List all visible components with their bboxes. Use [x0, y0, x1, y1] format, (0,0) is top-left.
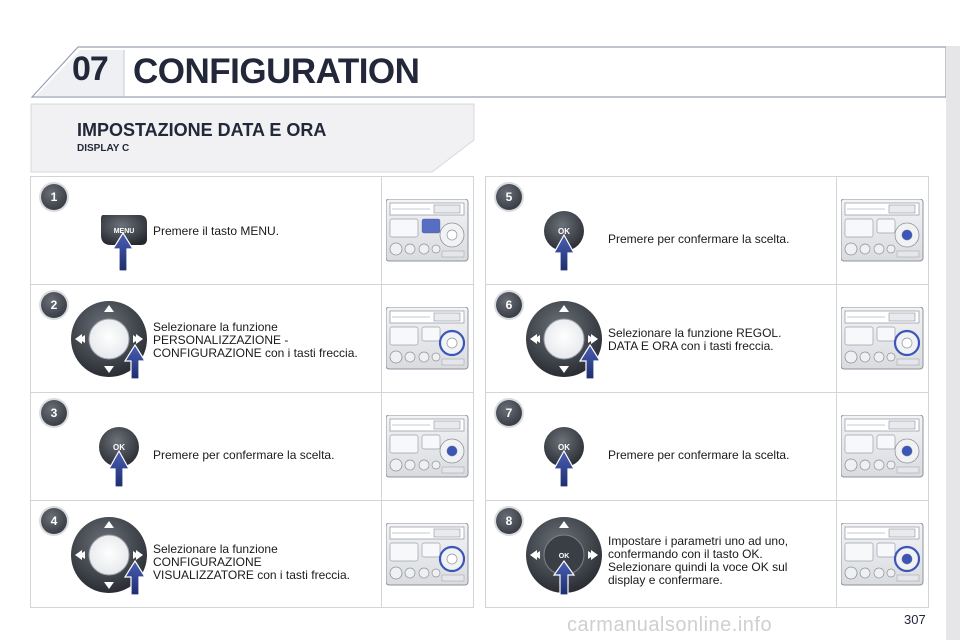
step-row — [486, 393, 928, 501]
step-row — [31, 501, 473, 609]
radio-unit-ok-highlight-icon — [841, 199, 925, 263]
step-text: Premere il tasto MENU. — [153, 224, 280, 238]
radio-thumbnail-cell — [381, 501, 473, 608]
step-number-badge: 7 — [496, 400, 522, 426]
steps-column-left — [30, 176, 474, 608]
radio-thumbnail-cell — [381, 393, 473, 500]
step-text: Premere per confermare la scelta. — [608, 232, 790, 246]
step-row — [486, 285, 928, 393]
ok-button-icon — [89, 417, 151, 491]
radio-thumbnail-cell — [836, 285, 928, 392]
step-number-badge: 1 — [41, 184, 67, 210]
radio-thumbnail-cell — [836, 501, 928, 608]
watermark: carmanualsonline.info — [567, 614, 773, 636]
radio-unit-menu-highlight-icon — [386, 199, 470, 263]
chapter-number: 07 — [72, 50, 108, 88]
arrow-pad-ok-icon — [524, 515, 608, 601]
step-row — [486, 177, 928, 285]
radio-thumbnail-cell — [381, 285, 473, 392]
radio-thumbnail-cell — [836, 393, 928, 500]
step-number-badge: 3 — [41, 400, 67, 426]
step-text: Selezionare la funzione CONFIGURAZIONE VISUALIZZATORE con i tasti freccia. — [153, 542, 350, 582]
step-text: Selezionare la funzione PERSONALIZZAZIONE - CONFIGURAZIONE con i tasti freccia. — [153, 320, 358, 360]
radio-unit-ok-highlight-icon — [386, 415, 470, 479]
radio-unit-ok-highlight-icon — [841, 415, 925, 479]
step-row — [486, 501, 928, 609]
radio-unit-pad-highlight-icon — [386, 307, 470, 371]
step-number-badge: 5 — [496, 184, 522, 210]
ok-button-icon — [534, 417, 596, 491]
steps-column-right — [485, 176, 929, 608]
menu-button-icon — [97, 205, 155, 277]
section-title: IMPOSTAZIONE DATA E ORA — [77, 120, 327, 140]
section-subtitle: DISPLAY C — [77, 143, 130, 154]
step-text: Impostare i parametri uno ad uno, confermando con il tasto OK. Selezionare quindi la voce OK sul display e confermare. — [608, 534, 789, 587]
radio-unit-pad-highlight-icon — [841, 307, 925, 371]
step-row — [31, 177, 473, 285]
step-number-badge: 2 — [41, 292, 67, 318]
chapter-title: CONFIGURATION — [133, 52, 420, 91]
step-number-badge: 8 — [496, 508, 522, 534]
radio-unit-pad-highlight-icon — [386, 523, 470, 587]
step-text: Selezionare la funzione REGOL. DATA E ORA con i tasti freccia. — [608, 326, 782, 353]
section-heading-box — [0, 0, 960, 180]
ok-button-icon — [534, 201, 596, 275]
radio-thumbnail-cell — [836, 177, 928, 284]
step-text: Premere per confermare la scelta. — [153, 448, 335, 462]
step-number-badge: 6 — [496, 292, 522, 318]
radio-thumbnail-cell — [381, 177, 473, 284]
arrow-pad-icon — [69, 299, 153, 385]
step-row — [31, 393, 473, 501]
arrow-pad-icon — [524, 299, 608, 385]
page-number: 307 — [904, 612, 926, 627]
arrow-pad-icon — [69, 515, 153, 601]
step-text: Premere per confermare la scelta. — [608, 448, 790, 462]
step-number-badge: 4 — [41, 508, 67, 534]
radio-unit-pad-highlight-icon — [841, 523, 925, 587]
step-row — [31, 285, 473, 393]
